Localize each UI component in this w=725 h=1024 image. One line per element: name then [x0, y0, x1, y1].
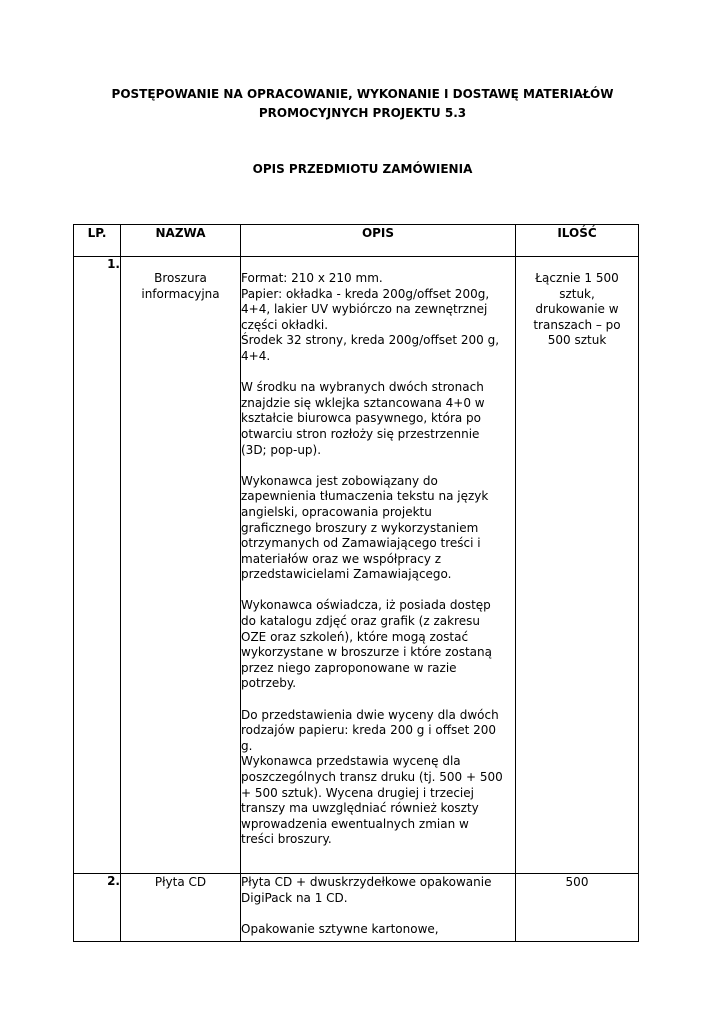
- description-paragraph: [241, 598, 515, 692]
- description-line: wprowadzenia ewentualnych zmian w: [241, 816, 469, 831]
- description-line: znajdzie się wklejka sztancowana 4+0 w: [241, 395, 485, 410]
- description-line: + 500 sztuk). Wycena drugiej i trzeciej: [241, 785, 474, 800]
- item-quantity: [516, 257, 639, 874]
- document-title: [0, 85, 725, 123]
- description-line: 4+4, lakier UV wybiórczo na zewnętrznej: [241, 302, 488, 317]
- description-line: Wykonawca oświadcza, iż posiada dostęp: [241, 598, 491, 613]
- description-line: poszczególnych transz druku (tj. 500 + 500: [241, 770, 503, 784]
- description-line: Opakowanie sztywne kartonowe,: [241, 921, 439, 936]
- description-line: Środek 32 strony, kreda 200g/offset 200 g,: [241, 333, 500, 348]
- description-line: otwarciu stron rozłoży się przestrzennie: [241, 426, 480, 441]
- title-line-2: PROMOCYJNYCH PROJEKTU 5.3: [258, 106, 467, 120]
- description-line: W środku na wybranych dwóch stronach: [241, 380, 484, 395]
- description-line: rodzajów papieru: kreda 200 g i offset 200: [241, 723, 497, 738]
- item-description: [241, 874, 516, 942]
- description-paragraph: [241, 380, 515, 458]
- item-description: [241, 257, 516, 874]
- quantity-line: transzach – po: [533, 317, 621, 332]
- description-paragraph: [241, 875, 515, 906]
- row-number: 1.: [74, 257, 121, 874]
- quantity-line: 500: [565, 875, 589, 889]
- description-paragraph: [241, 922, 515, 938]
- description-paragraph: [241, 271, 515, 365]
- description-paragraph: [241, 474, 515, 583]
- description-line: Papier: okładka - kreda 200g/offset 200g,: [241, 286, 490, 301]
- quantity-line: 500 sztuk: [547, 333, 607, 348]
- description-line: przedstawicielami Zamawiającego.: [241, 567, 452, 582]
- table-row: [74, 257, 639, 874]
- description-line: kształcie biurowca pasywnego, która po: [241, 411, 482, 426]
- description-line: wykorzystane w broszurze i które zostaną: [241, 645, 492, 660]
- column-header-ilosc: ILOŚĆ: [516, 225, 639, 257]
- description-line: g.: [241, 738, 253, 753]
- description-line: Do przedstawienia dwie wyceny dla dwóch: [241, 707, 499, 722]
- item-name: [121, 874, 241, 942]
- description-line: 4+4.: [241, 348, 271, 363]
- description-line: angielski, opracowania projektu: [241, 504, 432, 519]
- item-name-line: Płyta CD: [154, 875, 207, 889]
- specification-table: [73, 224, 639, 942]
- description-line: przez niego zaproponowane w razie: [241, 660, 457, 675]
- table-row: [74, 874, 639, 942]
- quantity-line: sztuk,: [559, 286, 595, 301]
- column-header-opis: OPIS: [241, 225, 516, 257]
- description-line: DigiPack na 1 CD.: [241, 890, 348, 905]
- description-line: (3D; pop-up).: [241, 442, 322, 457]
- description-line: OZE oraz szkoleń), które mogą zostać: [241, 629, 469, 644]
- column-header-nazwa: NAZWA: [121, 225, 241, 257]
- description-line: potrzeby.: [241, 676, 297, 691]
- description-line: do katalogu zdjęć oraz grafik (z zakresu: [241, 614, 480, 629]
- description-line: treści broszury.: [241, 832, 332, 847]
- row-number: 2.: [74, 874, 121, 942]
- description-paragraph: [241, 708, 515, 848]
- description-line: Format: 210 x 210 mm.: [241, 271, 383, 285]
- description-line: otrzymanych od Zamawiającego treści i: [241, 536, 481, 551]
- quantity-line: Łącznie 1 500: [535, 271, 619, 285]
- item-quantity: [516, 874, 639, 942]
- description-line: materiałów oraz we współpracy z: [241, 551, 442, 566]
- description-line: części okładki.: [241, 317, 329, 332]
- description-line: Płyta CD + dwuskrzydełkowe opakowanie: [241, 875, 492, 889]
- title-line-1: POSTĘPOWANIE NA OPRACOWANIE, WYKONANIE I DOSTAWĘ MATERIAŁÓW: [111, 87, 614, 101]
- description-line: transzy ma uwzględniać również koszty: [241, 801, 479, 816]
- description-line: Wykonawca jest zobowiązany do: [241, 473, 438, 488]
- description-line: zapewnienia tłumaczenia tekstu na język: [241, 489, 489, 504]
- description-line: graficznego broszury z wykorzystaniem: [241, 520, 479, 535]
- item-name-line: Broszura: [154, 271, 207, 285]
- description-line: Wykonawca przedstawia wycenę dla: [241, 754, 461, 769]
- quantity-line: drukowanie w: [535, 302, 619, 317]
- item-name-line: informacyjna: [141, 286, 220, 301]
- table-header-row: [74, 225, 639, 257]
- document-subtitle: OPIS PRZEDMIOTU ZAMÓWIENIA: [252, 162, 473, 176]
- column-header-lp: LP.: [74, 225, 121, 257]
- item-name: [121, 257, 241, 874]
